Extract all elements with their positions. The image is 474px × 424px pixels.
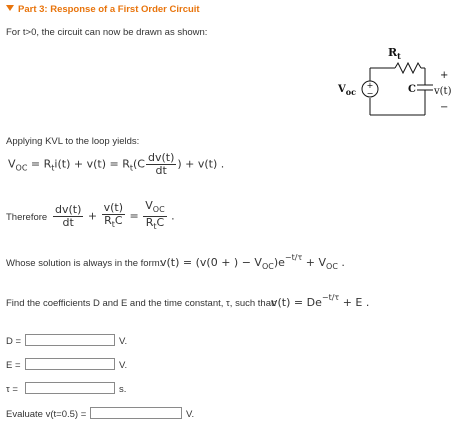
vt-label: v(t) [434, 86, 452, 97]
kvl-equation: $V_{OC} = R_ti(t) + v(t) = R_t(C$ $\frac{dv(t)}{dt}$ ) + v(t) . [8, 151, 225, 177]
rt-label: $R_t$ [388, 46, 401, 61]
collapse-caret-icon[interactable] [6, 5, 14, 11]
therefore-label: Therefore [6, 212, 48, 223]
therefore-equation: $\frac{dv(t)}{dt}$ + $\frac{v(t)}{R_tC}$ = $\frac{V_{OC}}{R_tC}$ . [55, 199, 175, 231]
solution-text: Whose solution is always in the form: [6, 258, 163, 269]
vt-minus: − [440, 102, 449, 113]
intro-text: For t>0, the circuit can now be drawn as shown: [6, 27, 208, 38]
c-label: C [408, 84, 416, 95]
voc-label: $V_{oc}$ [338, 84, 356, 97]
section-title: Part 3: Response of a First Order Circuit [18, 4, 200, 15]
answer-label-tau: τ = [6, 384, 18, 395]
evaluate-label: Evaluate v(t=0.5) = [6, 409, 87, 420]
coeffs-equation: $v(t) = De^{-t/\tau} + E$ . [271, 293, 370, 309]
answer-unit-tau: s. [119, 384, 127, 395]
answer-label-e: E = [6, 360, 21, 371]
answer-unit-e: V. [119, 360, 128, 371]
answer-unit-d: V. [119, 336, 128, 347]
vt-plus: + [440, 70, 449, 81]
section-header[interactable] [6, 4, 200, 15]
answer-label-d: D = [6, 336, 22, 347]
coeffs-text: Find the coefficients D and E and the time constant, τ, such that: [6, 298, 277, 309]
evaluate-unit: V. [186, 409, 195, 420]
source-minus: − [366, 89, 374, 98]
answer-input-e[interactable] [25, 358, 115, 370]
answer-input-tau[interactable] [25, 382, 115, 394]
source-plus: + [366, 81, 374, 90]
answer-input-d[interactable] [25, 334, 115, 346]
resistor-symbol [395, 63, 421, 73]
solution-equation: v(t) = (v(0 + ) − $V_{OC})e^{-t/\tau} + V_{OC}$ . [160, 253, 345, 271]
kvl-intro: Applying KVL to the loop yields: [6, 136, 140, 147]
evaluate-input[interactable] [90, 407, 182, 419]
